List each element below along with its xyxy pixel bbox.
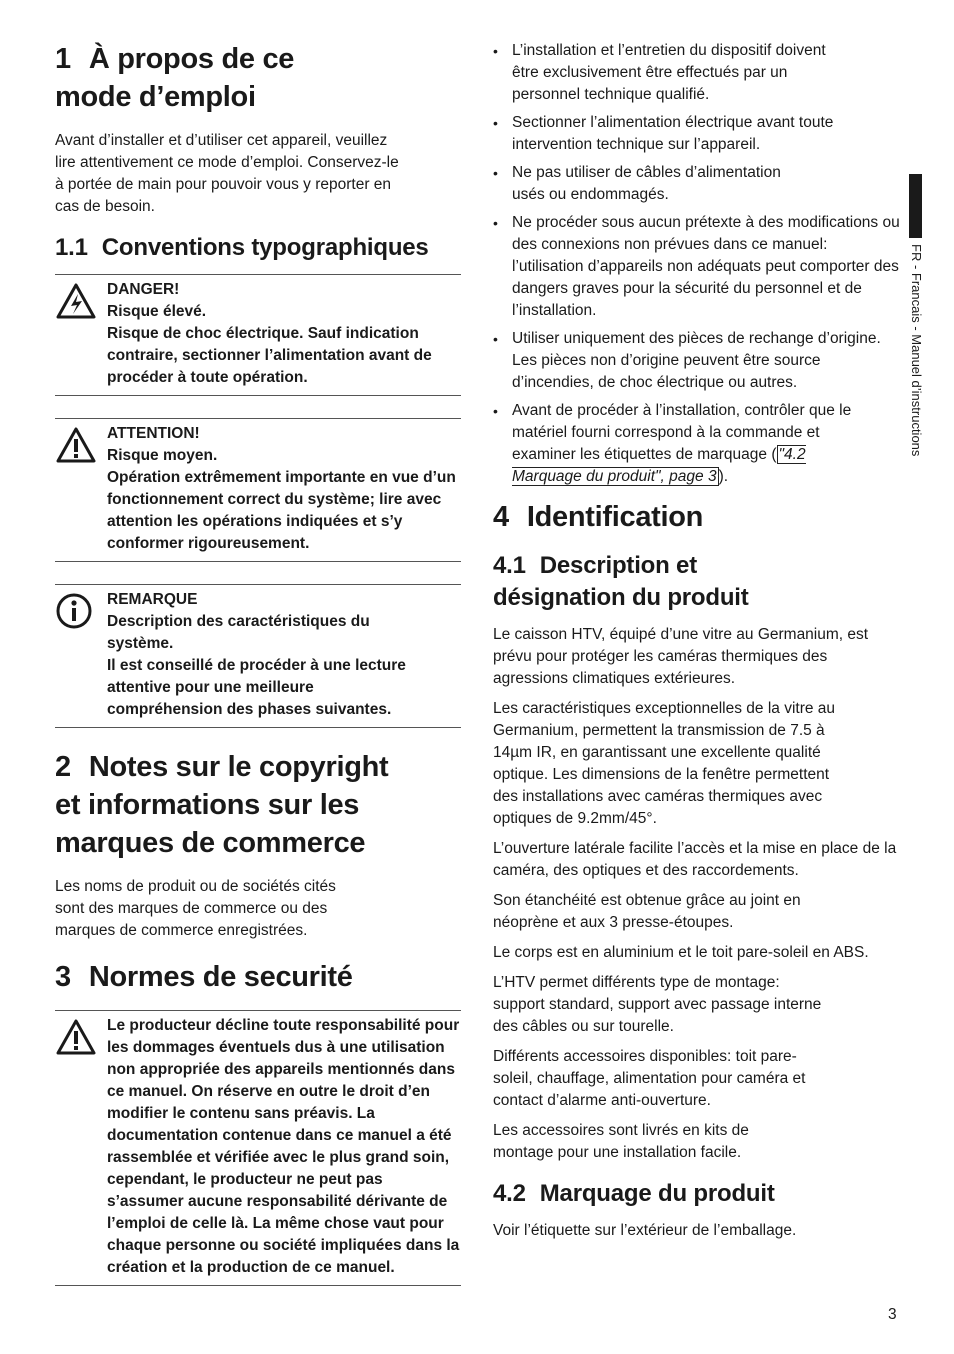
- notice-level: Risque moyen.: [107, 447, 218, 464]
- heading-line: marques de commerce: [55, 827, 366, 859]
- section-3-heading: [55, 958, 461, 996]
- heading-line: mode d’emploi: [55, 81, 256, 113]
- left-column: [55, 40, 461, 1308]
- safety-warning-notice: [55, 1010, 461, 1286]
- heading-text: Normes de securité: [88, 961, 353, 993]
- cross-reference-link[interactable]: "4.2 Marquage du produit", page 3: [512, 446, 806, 485]
- safety-bullet-list: [493, 40, 903, 488]
- list-item: • L’installation et l’entretien du dispositif doivent être exclusivement être effectués par un personnel technique qualifié.: [493, 40, 832, 106]
- list-item: • Utiliser uniquement des pièces de rechange d’origine. Les pièces non d’origine peuvent être source d’incendies, de choc électrique ou autres.: [493, 328, 903, 394]
- chapter-tab-marker: [909, 174, 922, 238]
- list-item: [493, 400, 864, 488]
- notice-title: ATTENTION!: [107, 425, 200, 442]
- heading-text: Identification: [526, 501, 704, 533]
- section-number: 2: [55, 751, 71, 783]
- section-number: 3: [55, 961, 71, 993]
- notice-title: DANGER!: [107, 281, 180, 298]
- section-2-heading: [55, 748, 461, 862]
- attention-notice: [55, 418, 461, 562]
- danger-notice: [55, 274, 461, 396]
- notice-level: Risque élevé.: [107, 303, 207, 320]
- heading-line: Notes sur le copyright: [88, 751, 389, 783]
- warning-icon: [55, 1015, 107, 1279]
- section-number: 4.2: [493, 1180, 526, 1207]
- description-paragraph: Différents accessoires disponibles: toit pare-soleil, chauffage, alimentation pour caméra et contact d’alarme anti-ouverture.: [493, 1048, 806, 1109]
- section-4-2-heading: [493, 1178, 903, 1210]
- description-paragraph: L’HTV permet différents type de montage: support standard, support avec passage interne des câbles ou sur tourelle.: [493, 974, 822, 1035]
- info-icon: [55, 589, 107, 721]
- list-item: • Ne pas utiliser de câbles d’alimentation usés ou endommagés.: [493, 162, 812, 206]
- list-item: • Sectionner l’alimentation électrique avant toute intervention technique sur l’appareil.: [493, 112, 842, 156]
- notice-title: REMARQUE: [107, 591, 198, 608]
- description-paragraph: Les accessoires sont livrés en kits de montage pour une installation facile.: [493, 1122, 749, 1161]
- heading-line: et informations sur les: [55, 789, 360, 821]
- list-item-text: Avant de procéder à l’installation, contrôler que le matériel fourni correspond à la commande et examiner les étiquettes de marquage (: [512, 402, 852, 463]
- remarque-notice: [55, 584, 461, 728]
- section-4-1-heading: [493, 550, 903, 614]
- description-paragraph: Son étanchéité est obtenue grâce au joint en néoprène et aux 3 presse-étoupes.: [493, 892, 801, 931]
- description-paragraph: Les caractéristiques exceptionnelles de la vitre au Germanium, permettent la transmission de 7.5 à 14µm IR, en garantissant une excellente qualité optique. Les dimensions de la fenêtre permettent des installations avec caméras thermiques avec optiques de 9.2mm/45°.: [493, 700, 836, 827]
- right-column: [493, 40, 903, 1250]
- section-number: 4: [493, 501, 509, 533]
- heading-line: Description et: [539, 552, 697, 579]
- heading-text: Marquage du produit: [539, 1180, 775, 1207]
- electric-hazard-icon: [55, 279, 107, 389]
- section-number: 4.1: [493, 552, 526, 579]
- description-paragraph: L’ouverture latérale facilite l’accès et la mise en place de la caméra, des optiques et des raccordements.: [493, 840, 897, 879]
- section-4-heading: [493, 498, 903, 536]
- warning-icon: [55, 423, 107, 555]
- description-paragraph: Le corps est en aluminium et le toit pare-soleil en ABS.: [493, 944, 869, 961]
- page-number: 3: [888, 1306, 897, 1323]
- marking-paragraph: Voir l’étiquette sur l’extérieur de l’emballage.: [493, 1222, 797, 1239]
- notice-text: Risque de choc électrique. Sauf indication contraire, sectionner l’alimentation avant de procéder à toute opération.: [107, 325, 432, 386]
- notice-text: Opération extrêmement importante en vue d’un fonctionnement correct du système; lire avec attention les opérations indiquées et s’y conformer rigoureusement.: [107, 469, 456, 552]
- heading-text: Conventions typographiques: [101, 234, 429, 261]
- intro-paragraph: Avant d’installer et d’utiliser cet appareil, veuillez lire attentivement ce mode d’emploi. Conservez-le à portée de main pour pouvoir vous y reporter en cas de besoin.: [55, 132, 399, 215]
- side-language-label: FR - Francais - Manuel d’instructions: [909, 244, 924, 457]
- notice-text: Il est conseillé de procéder à une lecture attentive pour une meilleure compréhension des phases suivantes.: [107, 657, 406, 718]
- heading-line: À propos de ce: [88, 43, 295, 75]
- copyright-paragraph: Les noms de produit ou de sociétés cités sont des marques de commerce ou des marques de commerce enregistrées.: [55, 878, 336, 939]
- section-1-heading: [55, 40, 461, 116]
- list-item-text-end: ).: [718, 468, 729, 485]
- heading-line: désignation du produit: [493, 584, 749, 611]
- description-paragraph: Le caisson HTV, équipé d’une vitre au Germanium, est prévu pour protéger les caméras thermiques des agressions climatiques extérieures.: [493, 626, 869, 687]
- list-item: • Ne procéder sous aucun prétexte à des modifications ou des connexions non prévues dans ce manuel: l’utilisation d’appareils non adéquats peut comporter des dangers graves pour la sécurité du personnel et de l’installation.: [493, 212, 903, 322]
- notice-text: Description des caractéristiques du système.: [107, 613, 370, 652]
- section-1-1-heading: [55, 232, 461, 264]
- section-number: 1.1: [55, 234, 88, 261]
- section-number: 1: [55, 43, 71, 75]
- notice-text: Le producteur décline toute responsabilité pour les dommages éventuels dus à une utilisation non appropriée des appareils mentionnés dans ce manuel. On réserve en outre le droit d’en modifier le contenu sans préavis. La documentation contenue dans ce manuel a été rassemblée et vérifiée avec le plus grand soin, cependant, le producteur ne peut pas s’assumer aucune responsabilité dérivante de l’emploi de celle là. La même chose vaut pour chaque personne ou société impliquées dans la création et la production de ce manuel.: [107, 1017, 460, 1276]
